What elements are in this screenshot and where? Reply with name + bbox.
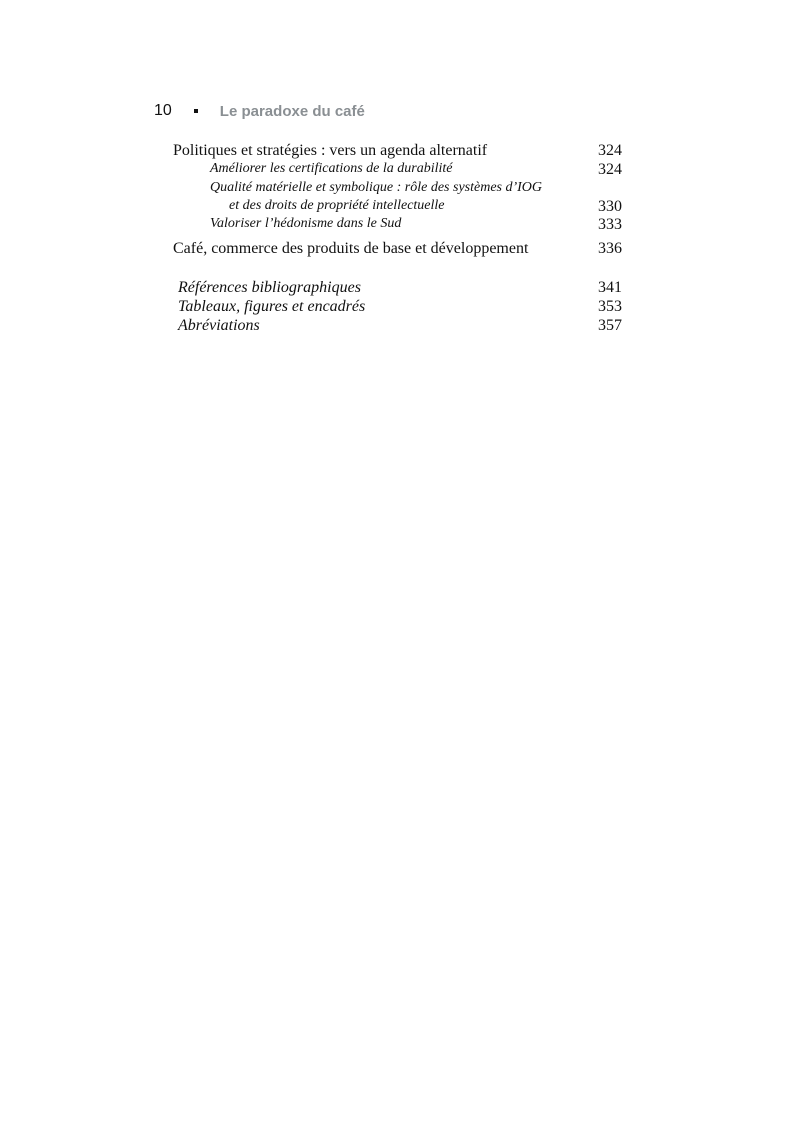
toc-entry-page: 353 [598,298,622,315]
toc-entry-title: Politiques et stratégies : vers un agenda alternatif [173,142,488,159]
toc-entry-title: Améliorer les certifications de la durabilité [210,161,453,176]
toc-entry-title: Valoriser l’hédonisme dans le Sud [210,216,402,231]
toc-entry-subsection [0,161,800,181]
running-title: Le paradoxe du café [219,102,365,120]
page-header [154,100,365,122]
toc-entry-back-matter [0,298,800,318]
toc-entry-back-matter [0,279,800,299]
toc-entry-page: 333 [598,216,622,233]
toc-entry-page: 341 [598,279,622,296]
toc-entry-section [0,142,800,162]
page-number: 10 [154,102,172,119]
toc-entry-title: Abréviations [178,317,260,334]
toc-entry-page: 357 [598,317,622,334]
toc-entry-page: 324 [598,161,622,178]
toc-entry-page: 330 [598,198,622,215]
toc-entry-subsection [0,216,800,236]
toc-entry-title: Café, commerce des produits de base et développement [173,240,529,257]
toc-entry-page: 336 [598,240,622,257]
toc-entry-back-matter [0,317,800,337]
toc-entry-title-continuation: et des droits de propriété intellectuelle [229,198,445,213]
bullet-separator-icon [194,109,198,113]
toc-entry-section [0,240,800,260]
toc-entry-title: Qualité matérielle et symbolique : rôle des systèmes d’IOG [210,180,543,195]
toc-entry-page: 324 [598,142,622,159]
toc-entry-subsection-continuation [0,198,800,218]
toc-entry-subsection [0,180,800,200]
toc-entry-title: Tableaux, figures et encadrés [178,298,366,315]
toc-entry-title: Références bibliographiques [178,279,361,296]
